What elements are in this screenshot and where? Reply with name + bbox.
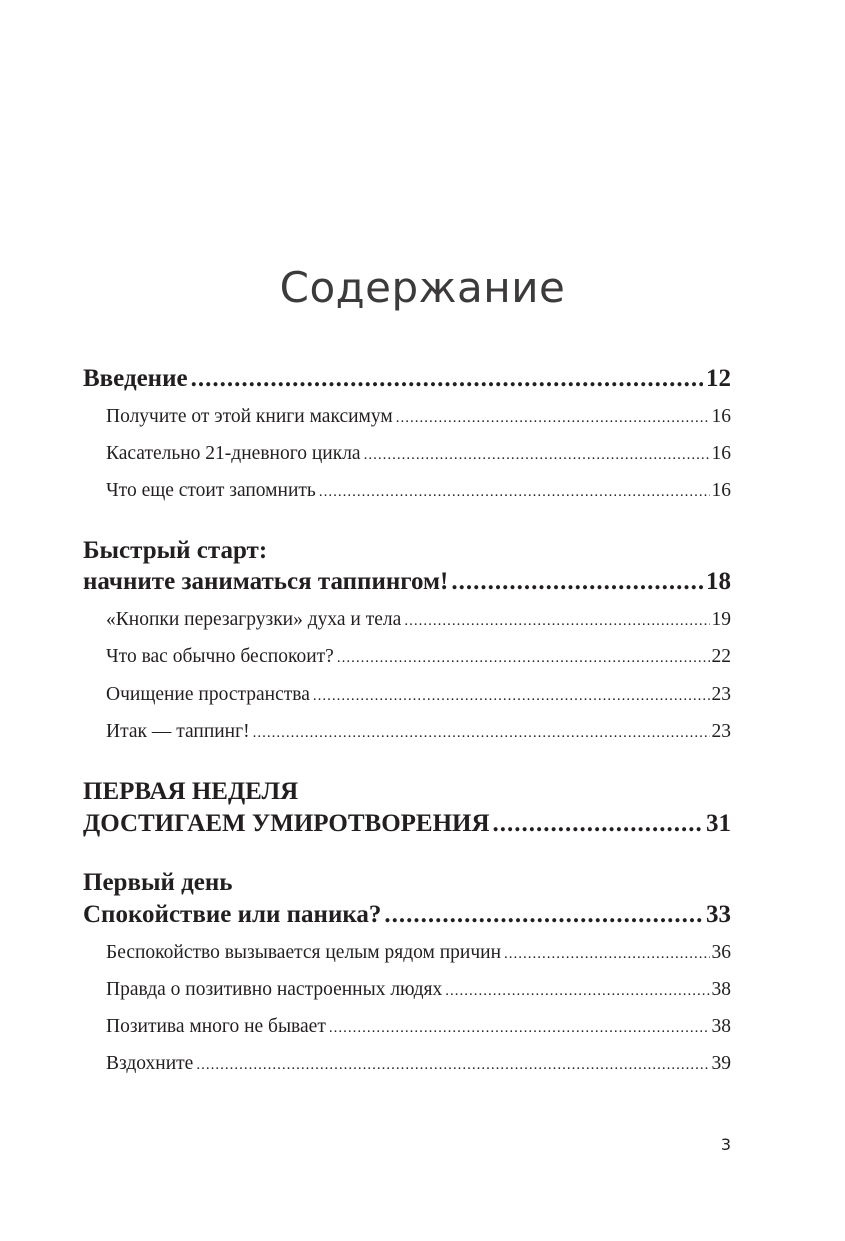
dot-leader xyxy=(493,808,703,840)
dot-leader xyxy=(196,1052,709,1078)
toc-subentry[interactable] xyxy=(106,478,731,504)
toc-entry-page: 12 xyxy=(706,365,731,392)
toc-subentry[interactable] xyxy=(106,1014,731,1040)
toc-subentry[interactable] xyxy=(106,644,731,670)
toc-subentry-page: 16 xyxy=(711,443,731,464)
toc-heading-line: Первый день xyxy=(83,869,233,896)
toc-subentry[interactable] xyxy=(106,940,731,966)
dot-leader xyxy=(404,608,709,634)
toc-subentry-page: 38 xyxy=(711,979,731,1000)
toc-subentry-label: Получите от этой книги максимум xyxy=(106,406,393,427)
toc-subentry[interactable] xyxy=(106,607,731,633)
dot-leader xyxy=(337,645,710,671)
toc-subentry-label: Вздохните xyxy=(106,1053,194,1074)
toc-subentry-label: Что вас обычно беспокоит? xyxy=(106,646,334,667)
toc-subentry-label: Что еще стоит запомнить xyxy=(106,480,316,501)
toc-entry-week-one[interactable] xyxy=(83,808,731,840)
toc-entry-page: 33 xyxy=(706,901,731,928)
page-title: Содержание xyxy=(279,263,566,312)
toc-subentry[interactable] xyxy=(106,977,731,1003)
toc-subentry-page: 19 xyxy=(711,609,731,630)
dot-leader xyxy=(504,941,709,967)
dot-leader xyxy=(451,566,703,598)
toc-subentry-label: Позитива много не бывает xyxy=(106,1016,326,1037)
page-number: 3 xyxy=(720,1135,731,1154)
toc-subentry[interactable] xyxy=(106,441,731,467)
toc-subentry-label: Итак — таппинг! xyxy=(106,721,250,742)
toc-entry-label: Спокойствие или паника? xyxy=(83,901,382,928)
dot-leader xyxy=(364,442,710,468)
dot-leader xyxy=(319,479,710,505)
dot-leader xyxy=(329,1015,710,1041)
toc-entry-page: 18 xyxy=(706,568,731,595)
toc-entry-page: 31 xyxy=(706,810,731,837)
toc-subentry-label: Очищение пространства xyxy=(106,684,310,705)
toc-entry-quick-start[interactable] xyxy=(83,566,731,598)
dot-leader xyxy=(191,363,703,395)
toc-entry-label: ДОСТИГАЕМ УМИРОТВОРЕНИЯ xyxy=(83,810,490,837)
toc-subentry-page: 23 xyxy=(711,684,731,705)
dot-leader xyxy=(253,720,710,746)
toc-subentry-page: 22 xyxy=(711,646,731,667)
dot-leader xyxy=(396,405,710,431)
dot-leader xyxy=(313,683,710,709)
toc-subentry-page: 16 xyxy=(711,480,731,501)
toc-entry-label: Введение xyxy=(83,365,188,392)
toc-heading-line: ПЕРВАЯ НЕДЕЛЯ xyxy=(83,778,299,805)
toc-entry-introduction[interactable] xyxy=(83,363,731,395)
toc-subentry[interactable] xyxy=(106,682,731,708)
dot-leader xyxy=(384,899,703,931)
toc-subentry[interactable] xyxy=(106,404,731,430)
toc-subentry-page: 38 xyxy=(711,1016,731,1037)
toc-subentry-page: 16 xyxy=(711,406,731,427)
toc-subentry-page: 39 xyxy=(711,1053,731,1074)
toc-subentry[interactable] xyxy=(106,1051,731,1077)
toc-entry-day-one[interactable] xyxy=(83,899,731,931)
dot-leader xyxy=(445,978,709,1004)
toc-subentry-label: «Кнопки перезагрузки» духа и тела xyxy=(106,609,402,630)
toc-heading-line: Быстрый старт: xyxy=(83,537,268,564)
toc-entry-label: начните заниматься таппингом! xyxy=(83,568,449,595)
toc-subentry-page: 36 xyxy=(711,942,731,963)
toc-subentry[interactable] xyxy=(106,719,731,745)
toc-subentry-label: Касательно 21-дневного цикла xyxy=(106,443,361,464)
toc-subentry-page: 23 xyxy=(711,721,731,742)
toc-subentry-label: Беспокойство вызывается целым рядом причин xyxy=(106,942,502,963)
toc-subentry-label: Правда о позитивно настроенных людях xyxy=(106,979,443,1000)
